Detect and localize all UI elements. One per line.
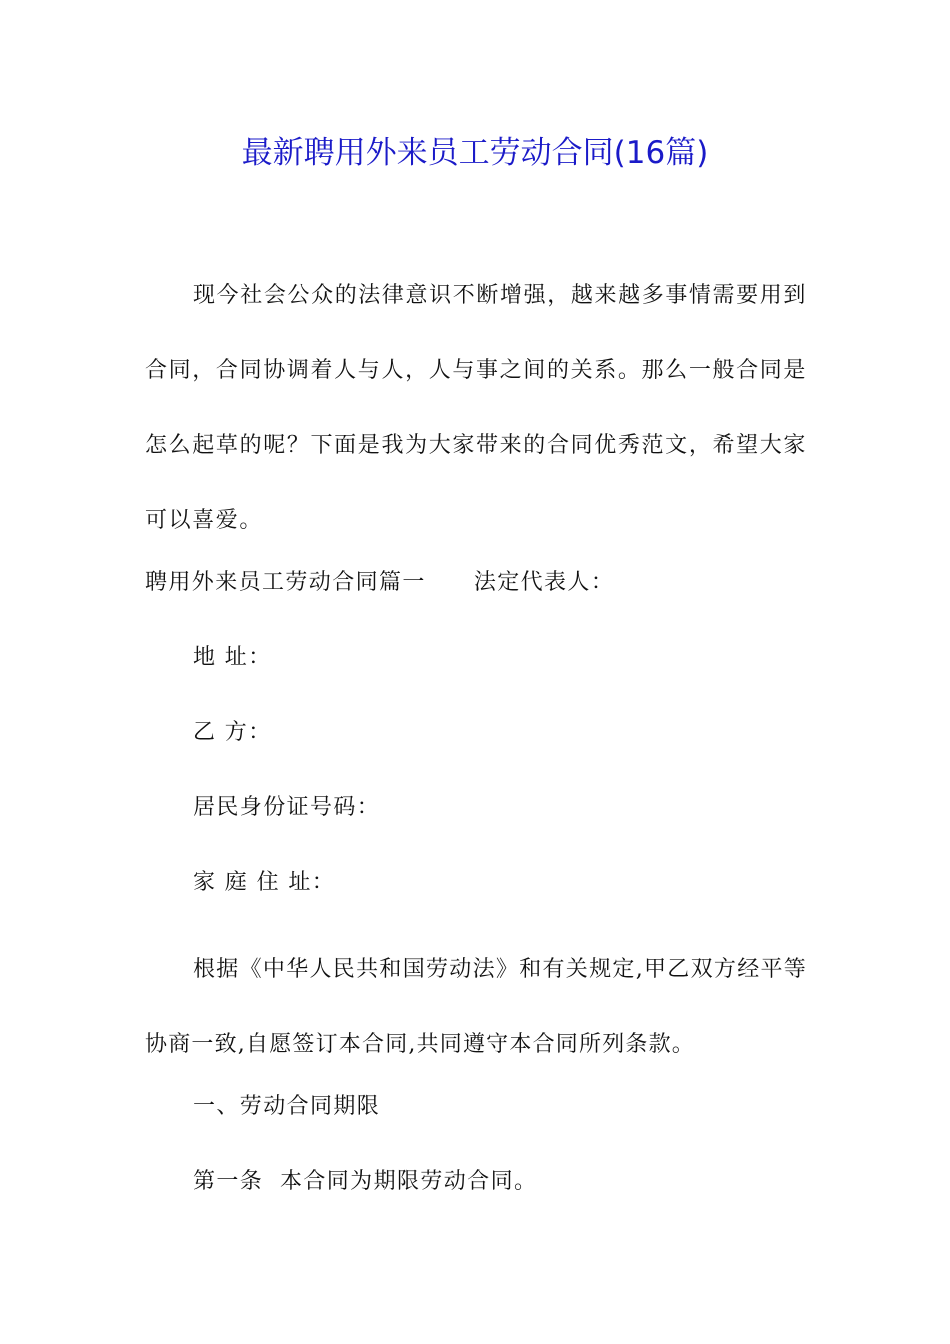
chapter-one-heading: 一、劳动合同期限 xyxy=(193,1094,381,1119)
agreement-paragraph: 根据《中华人民共和国劳动法》和有关规定,甲乙双方经平等协商一致,自愿签订本合同,共同遵守本合同所列条款。 xyxy=(145,957,807,1057)
section-heading: 聘用外来员工劳动合同篇一 xyxy=(145,570,426,595)
id-number-label: 居民身份证号码： xyxy=(193,795,381,820)
section-heading-line xyxy=(145,558,614,608)
party-b-label: 乙 方： xyxy=(193,720,272,745)
legal-representative-label: 法定代表人： xyxy=(473,570,615,595)
document-title: 最新聘用外来员工劳动合同(16篇) xyxy=(241,135,709,171)
article-one: 第一条 本合同为期限劳动合同。 xyxy=(193,1169,538,1194)
home-address-label: 家 庭 住 址： xyxy=(193,870,336,895)
intro-paragraph: 现今社会公众的法律意识不断增强，越来越多事情需要用到合同，合同协调着人与人，人与事之间的关系。那么一般合同是怎么起草的呢？下面是我为大家带来的合同优秀范文，希望大家可以喜爱。 xyxy=(145,283,807,533)
address-label: 地 址： xyxy=(193,645,272,670)
